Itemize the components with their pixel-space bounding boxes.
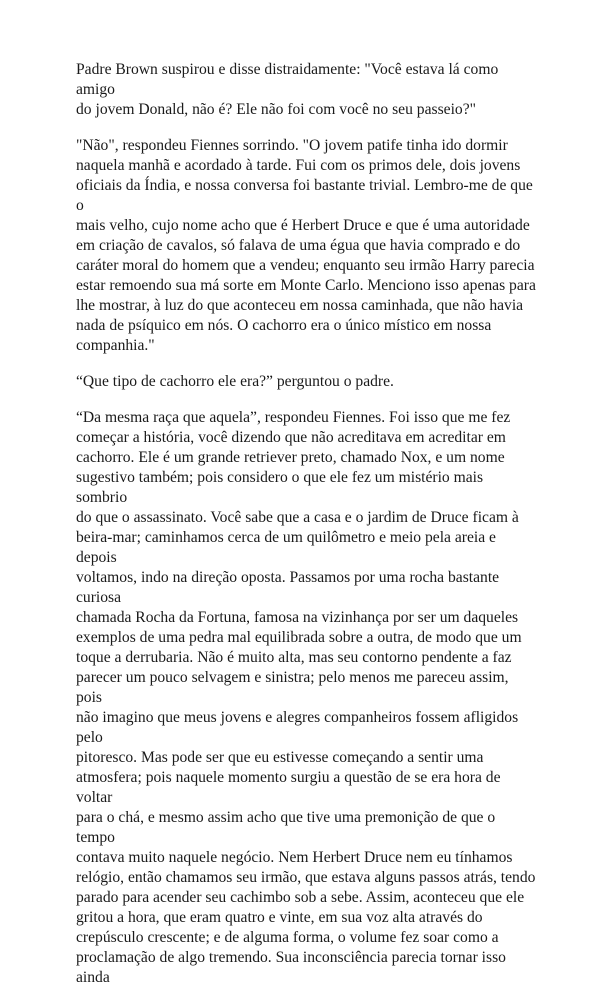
paragraph-3: “Que tipo de cachorro ele era?” perguntou o padre. bbox=[76, 373, 394, 390]
paragraph-2: "Não", respondeu Fiennes sorrindo. "O jovem patife tinha ido dormir naquela manhã e acordado à tarde. Fui com os primos dele, dois jovens oficiais da Índia, e nossa conversa foi bastante trivial. Lembro-me de que o mais velho, cujo nome acho que é Herbert Druce e que é uma autoridade em criação de cavalos, só falava de uma égua que havia comprado e do caráter moral do homem que a vendeu; enquanto seu irmão Harry parecia estar remoendo sua má sorte em Monte Carlo. Menciono isso apenas para lhe mostrar, à luz do que aconteceu em nossa caminhada, que não havia nada de psíquico em nós. O cachorro era o único místico em nossa companhia." bbox=[76, 137, 536, 354]
paragraph-1: Padre Brown suspirou e disse distraidamente: "Você estava lá como amigo do jovem Donald, não é? Ele não foi com você no seu passeio?" bbox=[76, 61, 499, 118]
document-page bbox=[76, 60, 538, 1004]
paragraph-4: “Da mesma raça que aquela”, respondeu Fiennes. Foi isso que me fez começar a história, você dizendo que não acreditava em acreditar em cachorro. Ele é um grande retriever preto, chamado Nox, e um nome sugestivo também; pois considero o que ele fez um mistério mais sombrio do que o assassinato. Você sabe que a casa e o jardim de Druce ficam à beira-mar; caminhamos cerca de um quilômetro e meio pela areia e depois voltamos, indo na direção oposta. Passamos por uma rocha bastante curiosa chamada Rocha da Fortuna, famosa na vizinhança por ser um daqueles exemplos de uma pedra mal equilibrada sobre a outra, de modo que um toque a derrubaria. Não é muito alta, mas seu contorno pendente a faz parecer um pouco selvagem e sinistra; pelo menos me pareceu assim, pois não imagino que meus jovens e alegres companheiros fossem afligidos pelo pitoresco. Mas pode ser que eu estivesse começando a sentir uma atmosfera; pois naquele momento surgiu a questão de se era hora de voltar para o chá, e mesmo assim acho que tive uma premonição de que o tempo contava muito naquele negócio. Nem Herbert Druce nem eu tínhamos relógio, então chamamos seu irmão, que estava alguns passos atrás, tendo parado para acender seu cachimbo sob a sebe. Assim, aconteceu que ele gritou a hora, que eram quatro e vinte, em sua voz alta através do crepúsculo crescente; e de alguma forma, o volume fez soar como a proclamação de algo tremendo. Sua inconsciência parecia tornar isso ainda bbox=[76, 409, 536, 986]
